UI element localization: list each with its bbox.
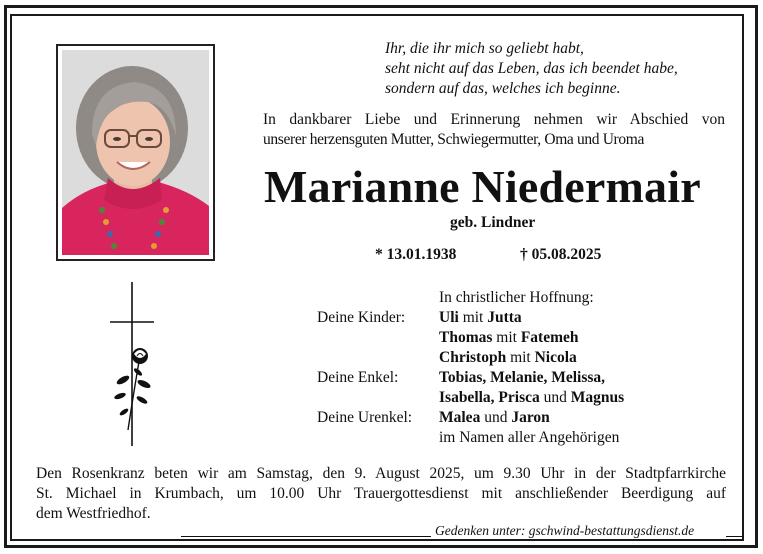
hope-line: In christlicher Hoffnung: xyxy=(439,289,594,306)
child-entry: Uli mit Jutta xyxy=(439,309,522,326)
closing-line: im Namen aller Angehörigen xyxy=(439,429,620,446)
quote-line: Ihr, die ihr mich so geliebt habt, xyxy=(385,40,584,57)
death-date: † 05.08.2025 xyxy=(520,246,602,263)
greatgrandchildren-label: Deine Urenkel: xyxy=(317,409,413,426)
intro-text xyxy=(263,110,725,150)
portrait-illustration xyxy=(62,50,209,255)
deceased-name: Marianne Niedermair xyxy=(264,161,701,212)
grandchildren-label: Deine Enkel: xyxy=(317,369,399,386)
quote-line: sondern auf das, welches ich beginne. xyxy=(385,80,621,97)
notice-line: Den Rosenkranz beten wir am Samstag, den 9. August 2025, um 9.30 Uhr in der Stadtpfarrkirche xyxy=(36,465,726,482)
maiden-name: geb. Lindner xyxy=(450,214,536,231)
service-notice xyxy=(36,464,726,524)
birth-date: * 13.01.1938 xyxy=(375,246,457,263)
notice-line: dem Westfriedhof. xyxy=(36,505,151,522)
quote-line: seht nicht auf das Leben, das ich beendet habe, xyxy=(385,60,678,77)
credit-rule-right xyxy=(726,536,744,537)
notice-line: St. Michael in Krumbach, um 10.00 Uhr Trauergottesdienst mit anschließender Beerdigung auf xyxy=(36,485,726,502)
child-entry: Thomas mit Fatemeh xyxy=(439,329,579,346)
intro-line: unserer herzensguten Mutter, Schwiegermutter, Oma und Uroma xyxy=(263,131,644,148)
intro-line: In dankbarer Liebe und Erinnerung nehmen wir Abschied von xyxy=(263,111,725,128)
cross-rose-icon xyxy=(106,280,158,448)
children-label: Deine Kinder: xyxy=(317,309,406,326)
grandchildren-list: Tobias, Melanie, Melissa, xyxy=(439,369,606,386)
credit-link[interactable]: Gedenken unter: gschwind-bestattungsdienst.de xyxy=(435,523,695,538)
portrait-photo xyxy=(62,50,209,255)
portrait-frame xyxy=(56,44,215,261)
credit-rule-left xyxy=(181,536,431,537)
child-entry: Christoph mit Nicola xyxy=(439,349,577,366)
grandchildren-list: Isabella, Prisca und Magnus xyxy=(439,389,625,406)
greatgrandchildren-list: Malea und Jaron xyxy=(439,409,550,426)
quote xyxy=(385,39,678,99)
